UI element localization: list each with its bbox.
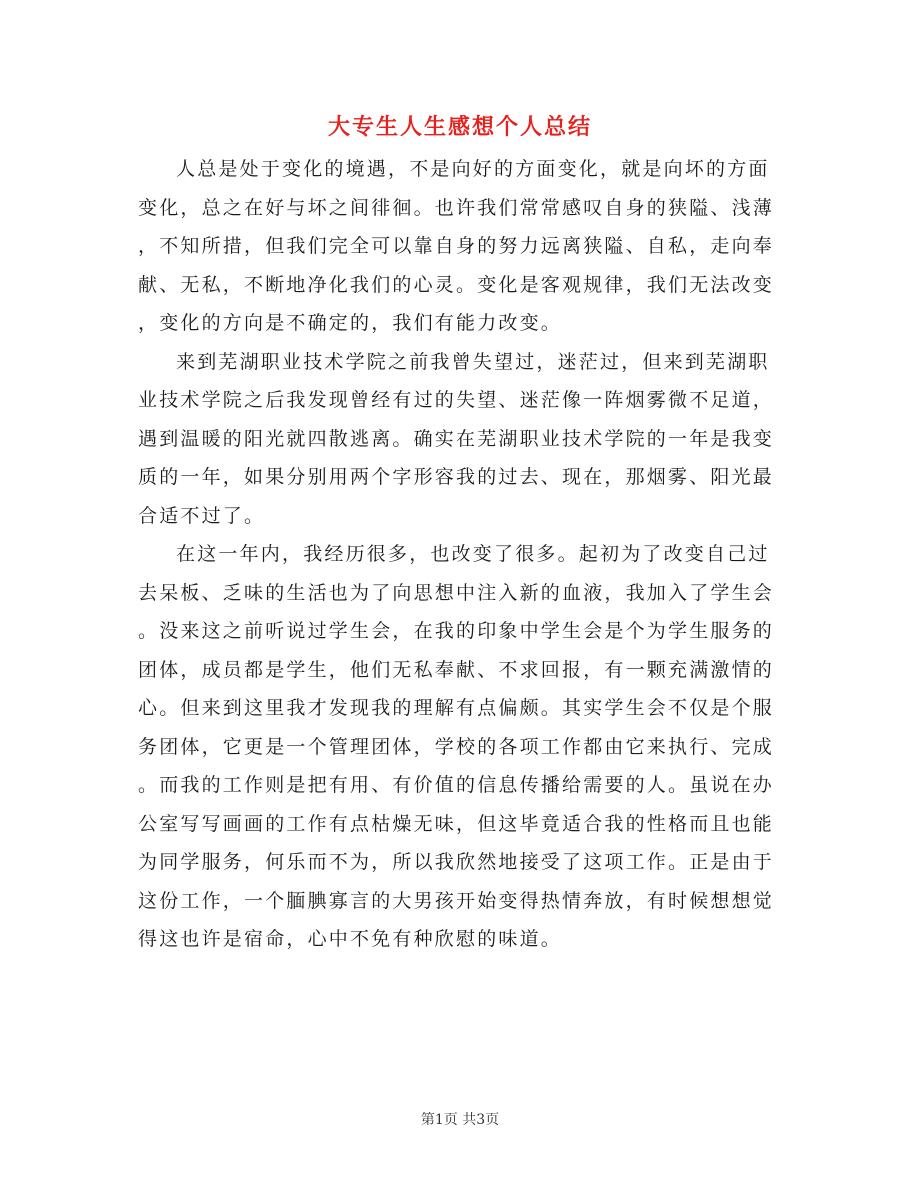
page-number-footer: 第1页 共3页 bbox=[420, 1112, 500, 1128]
paragraph-2: 来到芜湖职业技术学院之前我曾失望过，迷茫过，但来到芜湖职 业技术学院之后我发现曾经有过的失望、迷茫像一阵烟雾微不足道， 遇到温暖的阳光就四散逃离。确实在芜湖职业技术学院的一年是我变 质的一年，如果分别用两个字形容我的过去、现在，那烟雾、阳光最 合适不过了。 bbox=[138, 350, 775, 527]
paragraph-1: 人总是处于变化的境遇，不是向好的方面变化，就是向坏的方面 变化，总之在好与坏之间徘徊。也许我们常常感叹自身的狭隘、浅薄 ，不知所措，但我们完全可以靠自身的努力远离狭隘、自私，走向奉 献、无私，不断地净化我们的心灵。变化是客观规律，我们无法改变 ，变化的方向是不确定的，我们有能力改变。 bbox=[138, 158, 775, 334]
document-title: 大专生人生感想个人总结 bbox=[327, 114, 592, 140]
document-body bbox=[138, 150, 778, 959]
paragraph-3: 在这一年内，我经历很多，也改变了很多。起初为了改变自己过 去呆板、乏味的生活也为了向思想中注入新的血液，我加入了学生会 。没来这之前听说过学生会，在我的印象中学生会是个为学生服务的 团体，成员都是学生，他们无私奉献、不求回报，有一颗充满激情的 心。但来到这里我才发现我的理解有点偏颇。其实学生会不仅是个服 务团体，它更是一个管理团体，学校的各项工作都由它来执行、完成 。而我的工作则是把有用、有价值的信息传播给需要的人。虽说在办 公室写写画画的工作有点枯燥无味，但这毕竟适合我的性格而且也能 为同学服务，何乐而不为，所以我欣然地接受了这项工作。正是由于 这份工作，一个腼腆寡言的大男孩开始变得热情奔放，有时候想想觉 得这也许是宿命，心中不免有种欣慰的味道。 bbox=[138, 543, 775, 950]
